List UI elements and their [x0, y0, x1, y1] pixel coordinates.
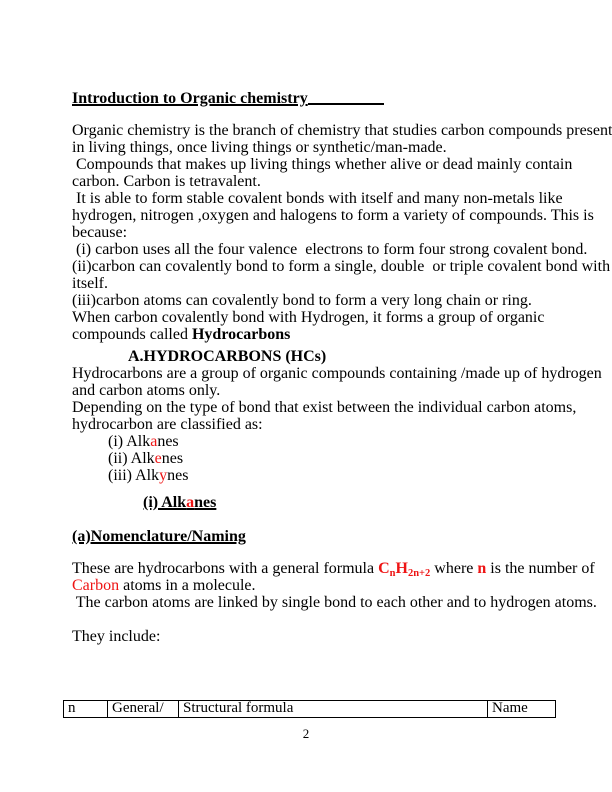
intro-line: carbon. Carbon is tetravalent. — [72, 173, 261, 190]
alkanes-heading-post: nes — [194, 494, 217, 511]
intro-line: in living things, once living things or synthetic/man-made. — [72, 139, 447, 156]
nomenclature-heading-text: (a)Nomenclature/Naming — [72, 528, 246, 545]
alkanes-heading-pre: (i) Alk — [143, 494, 187, 511]
table-header-structural-formula: Structural formula — [179, 701, 488, 718]
spacer — [72, 611, 562, 628]
alkanes-heading-red-letter: a — [186, 494, 195, 511]
carbon-line — [72, 577, 562, 594]
table-header-name: Name — [488, 701, 556, 718]
intro-line: It is able to form stable covalent bonds with itself and many non-metals like — [72, 190, 563, 207]
spacer — [72, 484, 562, 494]
page-title — [72, 90, 562, 107]
formula-line-post: is the number of — [486, 560, 595, 577]
intro-line: (ii)carbon can covalently bond to form a single, double or triple covalent bond with — [72, 258, 611, 275]
formula-carbon-symbol: C — [378, 560, 390, 577]
alkanes-table — [63, 700, 556, 718]
formula-hydrogen-subscript: 2n+2 — [407, 568, 431, 579]
list-item-post: nes — [157, 433, 179, 450]
intro-line: Organic chemistry is the branch of chemistry that studies carbon compounds present — [72, 122, 612, 139]
intro-line: because: — [72, 224, 128, 241]
general-formula — [378, 560, 430, 577]
hc-list-item-alkanes — [72, 433, 562, 450]
formula-carbon-subscript: n — [389, 568, 396, 579]
single-bond-line: The carbon atoms are linked by single bond to each other and to hydrogen atoms. — [72, 594, 597, 611]
hydrocarbons-line-pre: compounds called — [72, 326, 192, 343]
section-a-line: hydrocarbon are classified as: — [72, 416, 263, 433]
alkanes-heading-text — [143, 494, 216, 511]
list-item-pre: (ii) Alk — [108, 450, 155, 467]
list-item-pre: (iii) Alk — [108, 467, 160, 484]
hydrocarbons-term: Hydrocarbons — [191, 326, 291, 343]
they-include-line: They include: — [72, 628, 161, 645]
title-underline-tail — [308, 90, 384, 105]
list-item-pre: (i) Alk — [108, 433, 151, 450]
spacer — [72, 545, 562, 560]
list-item-red-letter: y — [159, 467, 168, 484]
section-a-line: and carbon atoms only. — [72, 382, 221, 399]
page-title-text: Introduction to Organic chemistry — [72, 90, 308, 107]
table-header-general-formula: General/ — [108, 701, 179, 718]
formula-n-variable: n — [477, 560, 487, 577]
intro-line: (i) carbon uses all the four valence electrons to form four strong covalent bond. — [72, 241, 588, 258]
list-item-post: nes — [167, 467, 189, 484]
intro-line: itself. — [72, 275, 108, 292]
hydrocarbons-line — [72, 326, 562, 343]
intro-line: (iii)carbon atoms can covalently bond to form a very long chain or ring. — [72, 292, 532, 309]
section-a-line: Depending on the type of bond that exist between the individual carbon atoms, — [72, 399, 577, 416]
list-item-post: nes — [161, 450, 184, 467]
carbon-word-red: Carbon — [72, 577, 120, 594]
section-a-heading: A.HYDROCARBONS (HCs) — [128, 348, 327, 365]
intro-line: hydrogen, nitrogen ,oxygen and halogens to form a variety of compounds. This is — [72, 207, 594, 224]
section-a-line: Hydrocarbons are a group of organic compounds containing /made up of hydrogen — [72, 365, 602, 382]
page-number: 2 — [302, 726, 310, 741]
formula-line-mid: where — [430, 560, 478, 577]
table-header-n: n — [64, 701, 108, 718]
table-header-row — [64, 701, 556, 718]
formula-line — [72, 560, 595, 579]
list-item-red-letter: e — [154, 450, 162, 467]
nomenclature-heading — [72, 528, 562, 545]
formula-line-pre: These are hydrocarbons with a general formula — [72, 560, 379, 577]
hc-list-item-alkenes — [72, 450, 562, 467]
formula-hydrogen-symbol: H — [395, 560, 408, 577]
intro-line: Compounds that makes up living things whether alive or dead mainly contain — [72, 156, 573, 173]
list-item-red-letter: a — [150, 433, 158, 450]
document-content — [72, 90, 612, 645]
hc-list-item-alkynes — [72, 467, 562, 484]
spacer — [72, 511, 562, 528]
carbon-line-post: atoms in a molecule. — [119, 577, 256, 594]
spacer — [72, 107, 562, 122]
intro-line: When carbon covalently bond with Hydrogen, it forms a group of organic — [72, 309, 545, 326]
alkanes-heading — [72, 494, 562, 511]
